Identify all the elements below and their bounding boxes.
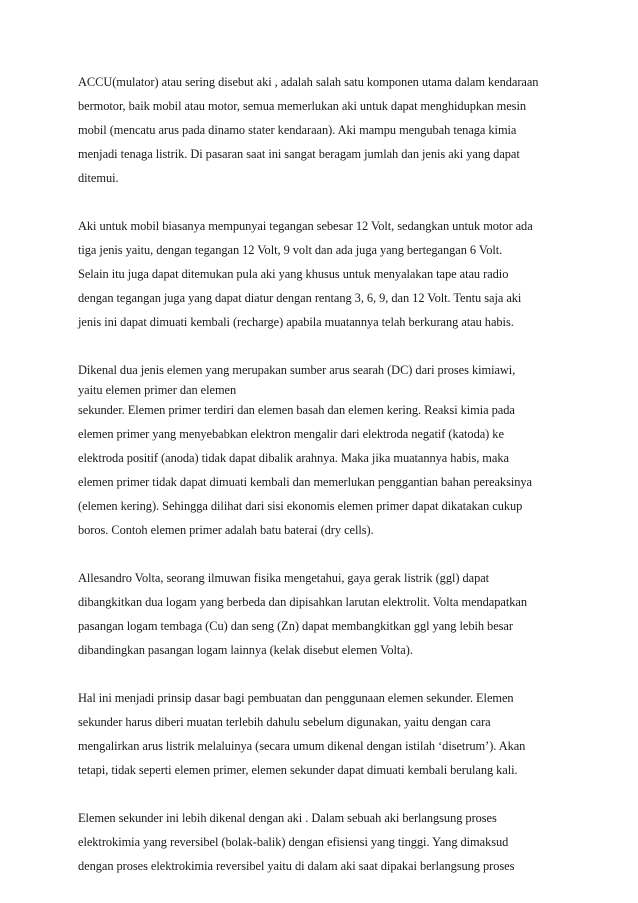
text-line: elemen primer yang menyebabkan elektron mengalir dari elektroda negatif (katoda) ke	[78, 427, 504, 441]
text-line: boros. Contoh elemen primer adalah batu baterai (dry cells).	[78, 523, 374, 537]
text-line: pasangan logam tembaga (Cu) dan seng (Zn) dapat membangkitkan ggl yang lebih besar	[78, 619, 513, 633]
text-line: sekunder harus diberi muatan terlebih dahulu sebelum digunakan, yaitu dengan cara	[78, 715, 491, 729]
text-line: elemen primer tidak dapat dimuati kembali dan memerlukan penggantian bahan pereaksinya	[78, 475, 532, 489]
text-line: bermotor, baik mobil atau motor, semua memerlukan aki untuk dapat menghidupkan mesin	[78, 99, 526, 113]
paragraph-volta	[78, 566, 578, 662]
paragraph-accumulator-intro	[78, 70, 578, 190]
text-line: dengan proses elektrokimia reversibel yaitu di dalam aki saat dipakai berlangsung proses	[78, 859, 515, 873]
text-line: Elemen sekunder ini lebih dikenal dengan aki . Dalam sebuah aki berlangsung proses	[78, 811, 497, 825]
text-line: elektroda positif (anoda) tidak dapat dibalik arahnya. Maka jika muatannya habis, maka	[78, 451, 509, 465]
paragraph-secondary-principle	[78, 686, 578, 782]
text-line: yaitu elemen primer dan elemen	[78, 383, 237, 397]
text-line: elektrokimia yang reversibel (bolak-balik) dengan efisiensi yang tinggi. Yang dimaksud	[78, 835, 509, 849]
text-line: tiga jenis yaitu, dengan tegangan 12 Volt, 9 volt dan ada juga yang bertegangan 6 Volt.	[78, 243, 503, 257]
text-line: menjadi tenaga listrik. Di pasaran saat ini sangat beragam jumlah dan jenis aki yang dapat	[78, 147, 520, 161]
text-line: Selain itu juga dapat ditemukan pula aki yang khusus untuk menyalakan tape atau radio	[78, 267, 509, 281]
text-line: mobil (mencatu arus pada dinamo stater kendaraan). Aki mampu mengubah tenaga kimia	[78, 123, 517, 137]
text-line: sekunder. Elemen primer terdiri dan elemen basah dan elemen kering. Reaksi kimia pada	[78, 403, 515, 417]
text-line: Hal ini menjadi prinsip dasar bagi pembuatan dan penggunaan elemen sekunder. Elemen	[78, 691, 514, 705]
paragraph-electrochemistry	[78, 806, 578, 878]
text-line: (elemen kering). Sehingga dilihat dari sisi ekonomis elemen primer dapat dikatakan cukup	[78, 499, 523, 513]
text-line: Dikenal dua jenis elemen yang merupakan sumber arus searah (DC) dari proses kimiawi,	[78, 363, 516, 377]
document-page	[78, 70, 578, 902]
text-line: ditemui.	[78, 171, 119, 185]
text-line: dengan tegangan juga yang dapat diatur dengan rentang 3, 6, 9, dan 12 Volt. Tentu saja aki	[78, 291, 522, 305]
text-line: mengalirkan arus listrik melaluinya (secara umum dikenal dengan istilah ‘disetrum’). Akan	[78, 739, 526, 753]
text-line: tetapi, tidak seperti elemen primer, elemen sekunder dapat dimuati kembali berulang kali.	[78, 763, 518, 777]
text-line: ACCU(mulator) atau sering disebut aki , adalah salah satu komponen utama dalam kendaraan	[78, 75, 539, 89]
text-line: Aki untuk mobil biasanya mempunyai tegangan sebesar 12 Volt, sedangkan untuk motor ada	[78, 219, 533, 233]
paragraph-voltage	[78, 214, 578, 334]
text-line: jenis ini dapat dimuati kembali (recharge) apabila muatannya telah berkurang atau habis.	[78, 315, 514, 329]
text-line: dibandingkan pasangan logam lainnya (kelak disebut elemen Volta).	[78, 643, 413, 657]
text-line: dibangkitkan dua logam yang berbeda dan dipisahkan larutan elektrolit. Volta mendapatkan	[78, 595, 527, 609]
paragraph-element-types	[78, 358, 578, 542]
text-line: Allesandro Volta, seorang ilmuwan fisika mengetahui, gaya gerak listrik (ggl) dapat	[78, 571, 490, 585]
